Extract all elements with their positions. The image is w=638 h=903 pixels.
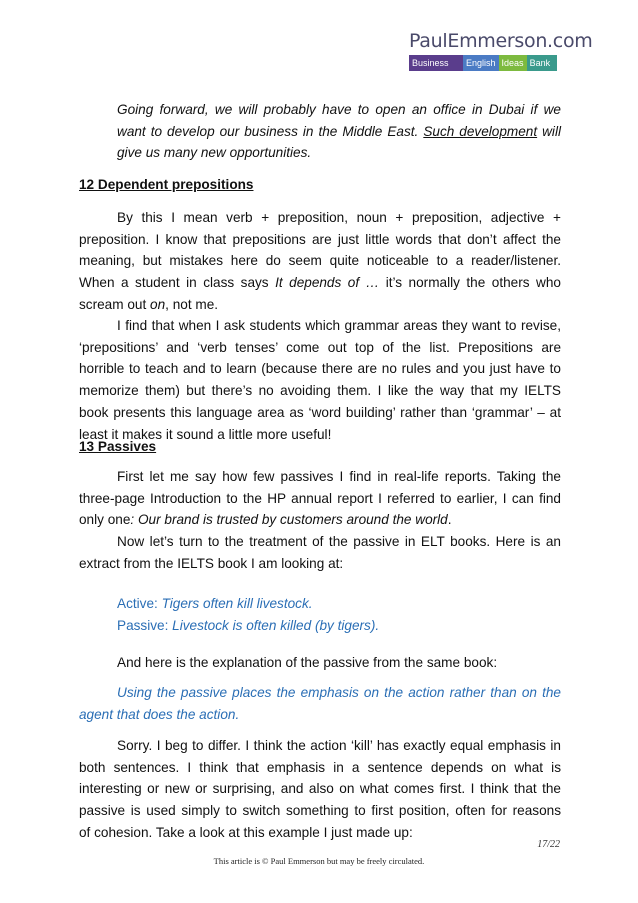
paragraph-dependent-prepositions-1: By this I mean verb + preposition, noun + preposition, adjective + preposition. I know that prepositions are just little words that don’t affect the meaning, but mistakes here do seem quite noticeable to a reader/listener. When a student in class says It depends of … it’s normally the others who scream out on, not me. [79, 210, 561, 312]
quote-passive-explanation: Using the passive places the emphasis on the action rather than on the agent that does the action. [79, 685, 561, 722]
paragraph-passives-1: First let me say how few passives I find in real-life reports. Taking the three-page Introduction to the HP annual report I referred to earlier, I can find only one: Our brand is trusted by customers around the world. [79, 469, 561, 528]
heading-dependent-prepositions: 12 Dependent prepositions [79, 177, 254, 192]
example-active-passive: Active: Tigers often kill livestock. Passive: Livestock is often killed (by tigers). [117, 596, 380, 633]
logo-tag-ideas: Ideas [499, 55, 527, 71]
paragraph-dependent-prepositions-2: I find that when I ask students which grammar areas they want to revise, ‘prepositions’ and ‘verb tenses’ come out top of the list. Prepositions are horrible to teach and to learn (because there are no rules and you just have to memorize them) but there’s no avoiding them. I like the way that my IELTS book presents this language area as ‘word building’ rather than ‘grammar’ – at least it makes it sound a little more useful! [79, 318, 561, 442]
logo-tag-bank: Bank [527, 55, 557, 71]
paragraph-passives-2: Now let’s turn to the treatment of the passive in ELT books. Here is an extract from the IELTS book I am looking at: [79, 534, 561, 571]
page-number: 17/22 [537, 839, 560, 850]
paragraph-passives-4: Sorry. I beg to differ. I think the action ‘kill’ has exactly equal emphasis in both sentences. I think that emphasis in a sentence depends on what is interesting or new or surprising, and also on what comes first. I think that the passive is used simply to switch something to first position, often for reasons of cohesion. Take a look at this example I just made up: [79, 738, 561, 840]
paragraph-passives-3: And here is the explanation of the passive from the same book: [117, 655, 498, 670]
logo-tagline-bar [409, 55, 557, 71]
heading-passives: 13 Passives [79, 439, 157, 454]
logo-tag-business: Business [409, 55, 463, 71]
footer-copyright: This article is © Paul Emmerson but may be freely circulated. [213, 856, 425, 866]
logo-title: PaulEmmerson.com [409, 30, 593, 52]
quote-dubai: Going forward, we will probably have to open an office in Dubai if we want to develop our business in the Middle East. Such development will give us many new opportunities. [117, 102, 561, 161]
logo-tag-english: English [463, 55, 499, 71]
site-logo[interactable] [409, 30, 593, 71]
